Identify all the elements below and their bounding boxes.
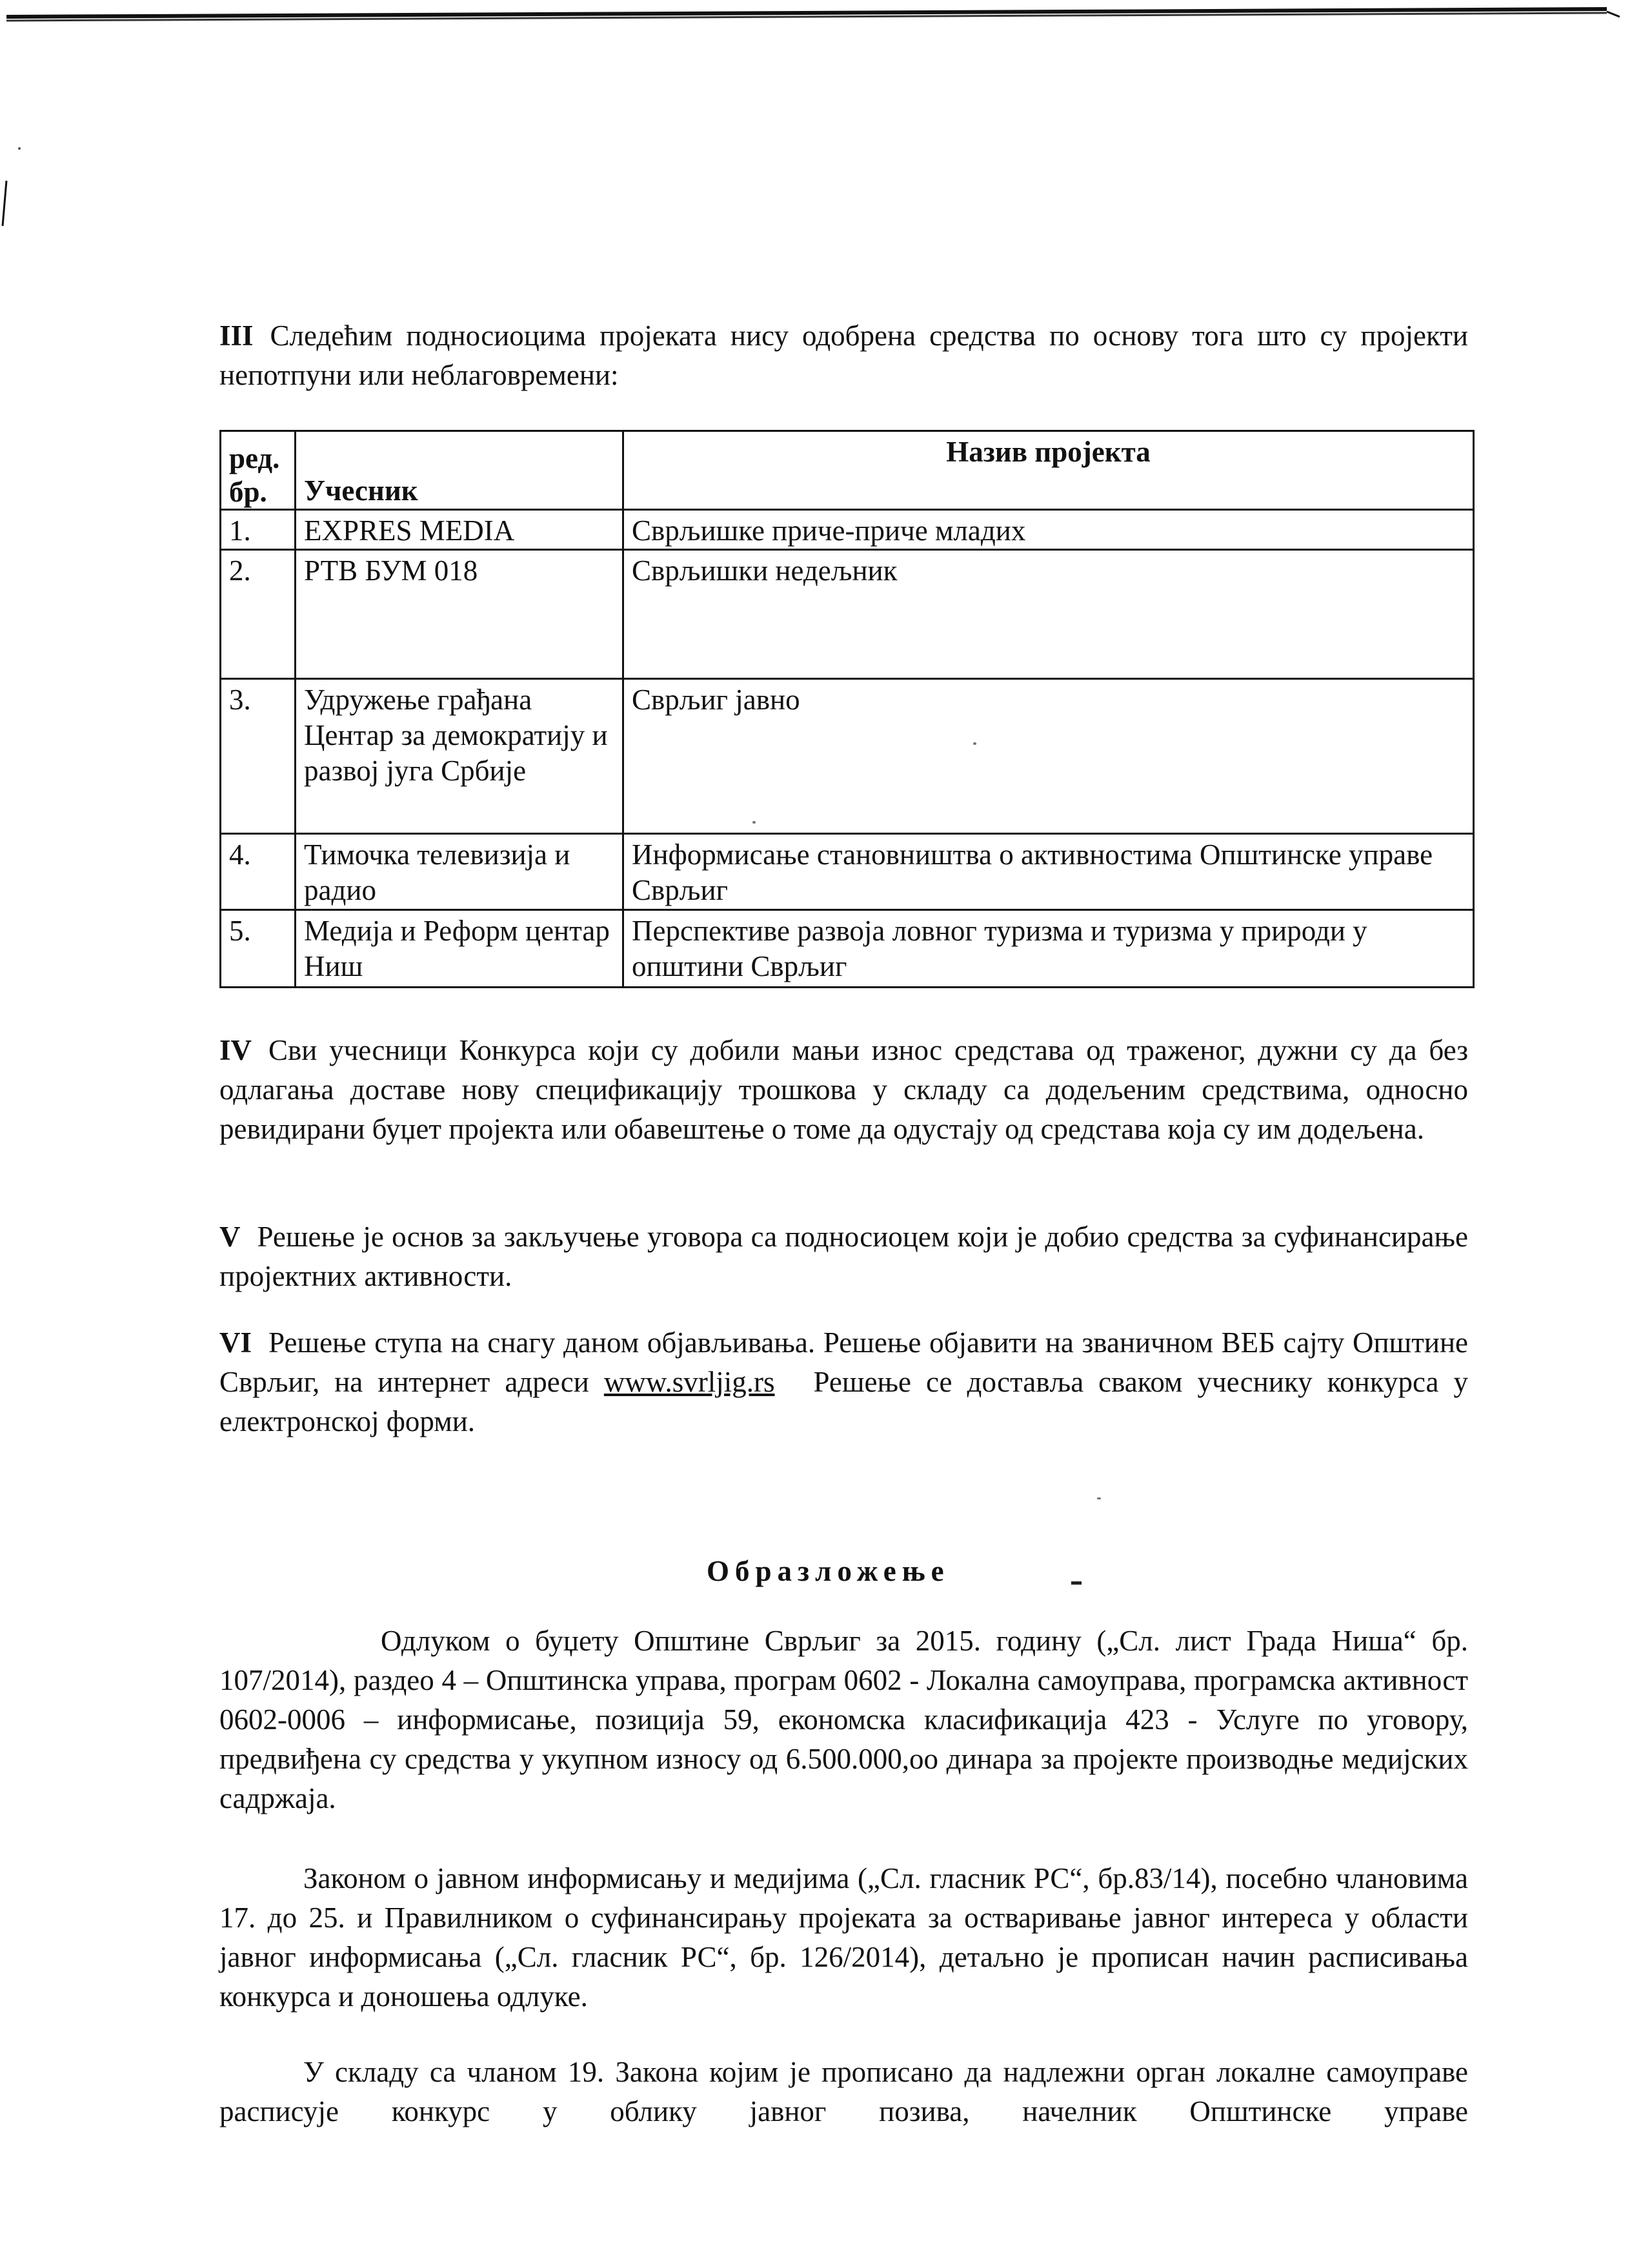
row-number: 2.: [221, 550, 296, 679]
row-number: 5.: [221, 910, 296, 988]
scan-border-line: [6, 0, 1620, 27]
section-iv-numeral: IV: [219, 1034, 252, 1066]
section-iv-text: Сви учесници Конкурса који су добили мањи износ средстава од траженог, дужни су да без одлагања доставе нову спецификацију трошкова у складу са додељеним средствима, односно ревидирани буџет пројекта или обавештење о томе да одустају од средстава која су им додељена.: [219, 1034, 1468, 1145]
section-iv: [219, 1031, 1468, 1149]
table-row: [221, 910, 1474, 988]
row-number: 3.: [221, 679, 296, 834]
row-project: Сврљиг јавно: [623, 679, 1474, 834]
section-vi-text-after: Решење се доставља сваком учеснику конкурса у електронској форми.: [219, 1366, 1469, 1437]
section-vi-numeral: VI: [219, 1326, 252, 1359]
section-v-numeral: V: [219, 1221, 241, 1253]
explanation-paragraph-1: Одлуком о буџету Општине Сврљиг за 2015. годину („Сл. лист Града Ниша“ бр. 107/2014), раздео 4 – Општинска управа, програм 0602 - Локална самоуправа, програмска активност 0602-0006 – информисање, позиција 59, економска класификација 423 - Услуге по уговору, предвиђена су средства у укупном износу од 6.500.000,оо динара за пројекте производње медијских садржаја.: [219, 1625, 1468, 1814]
section-vi-text-before: Решење ступа на снагу даном објављивања. Решење објавити на званичном ВЕБ сајту Општине Сврљиг, на интернет адреси: [219, 1326, 1468, 1398]
website-link[interactable]: www.svrljig.rs: [603, 1366, 775, 1398]
header-participant: Учесник: [296, 431, 623, 510]
section-v-text: Решење је основ за закључење уговора са подносиоцем који је добио средства за суфинансирање пројектних активности.: [219, 1221, 1468, 1292]
section-v: [219, 1217, 1468, 1296]
row-number: 1.: [221, 510, 296, 550]
scan-speck: [1097, 1497, 1101, 1499]
row-project: Сврљишке приче-приче младих: [623, 510, 1474, 550]
section-vi: [219, 1323, 1468, 1441]
row-project: Сврљишки недељник: [623, 550, 1474, 679]
scan-margin-mark: [0, 123, 26, 239]
row-participant: РТВ БУМ 018: [296, 550, 623, 679]
explanation-paragraph-3: У складу са чланом 19. Закона којим је прописано да надлежни орган локалне самоуправе расписује конкурс у облику јавног позива, начелник Општинске управе: [219, 2056, 1468, 2127]
scan-speck: [752, 821, 756, 824]
section-iii-text: Следећим подносиоцима пројеката нису одобрена средства по основу тога што су пројекти непотпуни или неблаговремени:: [219, 320, 1468, 391]
table-row: [221, 679, 1474, 834]
row-participant: Тимочка телевизија и радио: [296, 834, 623, 910]
row-participant: Медија и Реформ центар Ниш: [296, 910, 623, 988]
scan-speck: [973, 742, 976, 745]
header-project-name: Назив пројекта: [623, 431, 1474, 510]
section-iii: [219, 316, 1468, 395]
row-number: 4.: [221, 834, 296, 910]
header-number: ред. бр.: [221, 431, 296, 510]
projects-table: [219, 430, 1475, 988]
table-row: [221, 834, 1474, 910]
table-row: [221, 510, 1474, 550]
scan-dash-mark: [1071, 1581, 1082, 1585]
section-iii-numeral: III: [219, 320, 254, 352]
row-participant: Удружење грађана Центар за демократију и развој југа Србије: [296, 679, 623, 834]
row-participant: EXPRES MEDIA: [296, 510, 623, 550]
table-header-row: [221, 431, 1474, 510]
row-project: Информисање становништва о активностима Општинске управе Сврљиг: [623, 834, 1474, 910]
table-row: [221, 550, 1474, 679]
row-project: Перспективе развоја ловног туризма и туризма у природи у општини Сврљиг: [623, 910, 1474, 988]
explanation-paragraph-2: Законом о јавном информисању и медијима („Сл. гласник РС“, бр.83/14), посебно члановима 17. до 25. и Правилником о суфинансирању пројеката за остваривање јавног интереса у области јавног информисања („Сл. гласник РС“, бр. 126/2014), детаљно је прописан начин расписивања конкурса и доношења одлуке.: [219, 1862, 1468, 2013]
explanation-heading: Образложење: [707, 1555, 950, 1587]
